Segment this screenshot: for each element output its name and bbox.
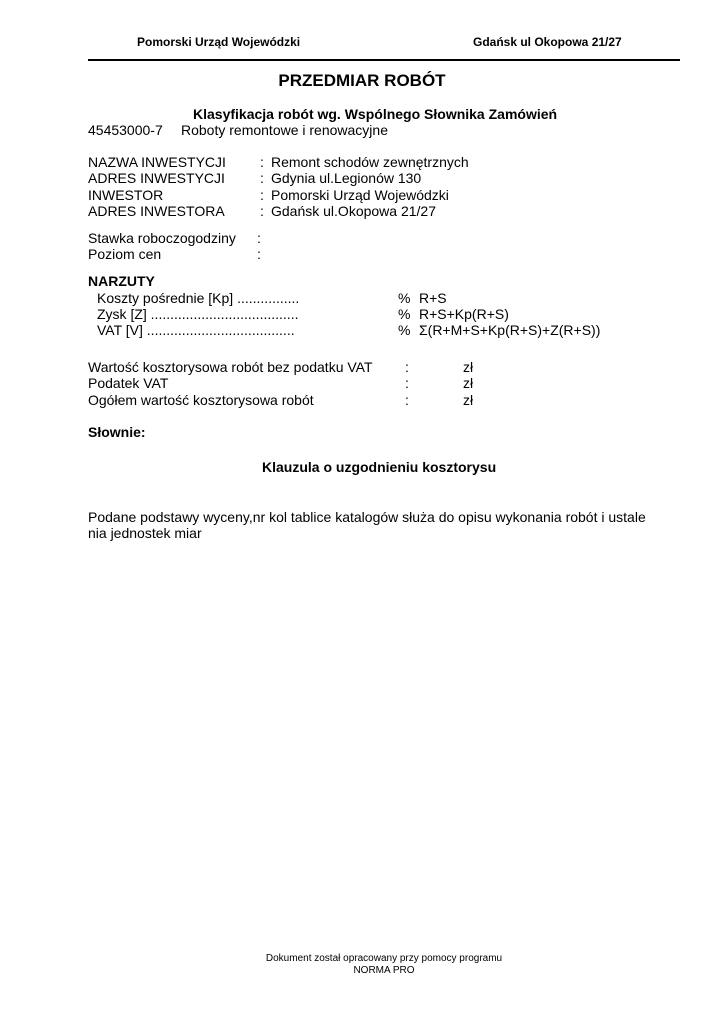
footer-line-1: Dokument został opracowany przy pomocy programu — [265, 953, 503, 964]
classification-code: 45453000-7 — [88, 122, 163, 138]
investor-address-label: ADRES INWESTORA — [88, 203, 225, 219]
surcharge-profit-label: Zysk [Z] ...................................... — [97, 306, 299, 322]
surcharges-heading: NARZUTY — [88, 273, 155, 289]
surcharge-vat-unit: % — [398, 322, 411, 338]
footer-line-2: NORMA PRO — [353, 965, 415, 976]
total-gross-label: Ogółem wartość kosztorysowa robót — [88, 392, 314, 408]
total-vat-sep: : — [405, 375, 409, 391]
price-level-sep: : — [257, 246, 261, 262]
total-net-unit: zł — [463, 359, 474, 375]
price-level-label: Poziom cen — [88, 246, 162, 262]
investor-label: INWESTOR — [88, 187, 164, 203]
header-left-text: Pomorski Urząd Wojewódzki — [137, 35, 301, 49]
clause-text-line-1: Podane podstawy wyceny,nr kol tablice katalogów służa do opisu wykonania robót i ustale — [88, 509, 646, 525]
in-words-label: Słownie: — [88, 424, 146, 440]
surcharge-profit-unit: % — [398, 306, 411, 322]
total-net-label: Wartość kosztorysowa robót bez podatku VAT — [88, 359, 373, 375]
total-net-sep: : — [405, 359, 409, 375]
header-divider — [88, 59, 680, 61]
surcharge-indirect-label: Koszty pośrednie [Kp] ................ — [97, 290, 300, 306]
investor-address-sep: : — [260, 203, 264, 219]
surcharge-indirect-unit: % — [398, 290, 411, 306]
total-vat-unit: zł — [463, 375, 474, 391]
total-gross-sep: : — [405, 392, 409, 408]
investment-address-sep: : — [260, 170, 264, 186]
investor-value: Pomorski Urząd Wojewódzki — [271, 187, 449, 203]
surcharge-indirect-formula: R+S — [419, 290, 447, 306]
investment-address-value: Gdynia ul.Legionów 130 — [271, 170, 422, 186]
total-vat-label: Podatek VAT — [88, 375, 169, 391]
investment-name-sep: : — [260, 154, 264, 170]
investment-name-label: NAZWA INWESTYCJI — [88, 154, 226, 170]
surcharge-vat-formula: Σ(R+M+S+Kp(R+S)+Z(R+S)) — [419, 322, 601, 338]
clause-heading: Klauzula o uzgodnieniu kosztorysu — [262, 459, 497, 475]
investor-sep: : — [260, 187, 264, 203]
investment-address-label: ADRES INWESTYCJI — [88, 170, 225, 186]
labor-rate-label: Stawka roboczogodziny — [88, 230, 236, 246]
clause-text-line-2: nia jednostek miar — [88, 525, 202, 541]
investor-address-value: Gdańsk ul.Okopowa 21/27 — [271, 203, 436, 219]
investment-name-value: Remont schodów zewnętrznych — [271, 154, 469, 170]
document-title: PRZEDMIAR ROBÓT — [278, 71, 446, 90]
classification-description: Roboty remontowe i renowacyjne — [181, 122, 388, 138]
header-right-text: Gdańsk ul Okopowa 21/27 — [473, 35, 622, 49]
classification-heading: Klasyfikacja robót wg. Wspólnego Słownika Zamówień — [193, 106, 558, 122]
surcharge-profit-formula: R+S+Kp(R+S) — [419, 306, 509, 322]
labor-rate-sep: : — [257, 230, 261, 246]
total-gross-unit: zł — [463, 392, 474, 408]
surcharge-vat-label: VAT [V] ...................................... — [97, 322, 295, 338]
